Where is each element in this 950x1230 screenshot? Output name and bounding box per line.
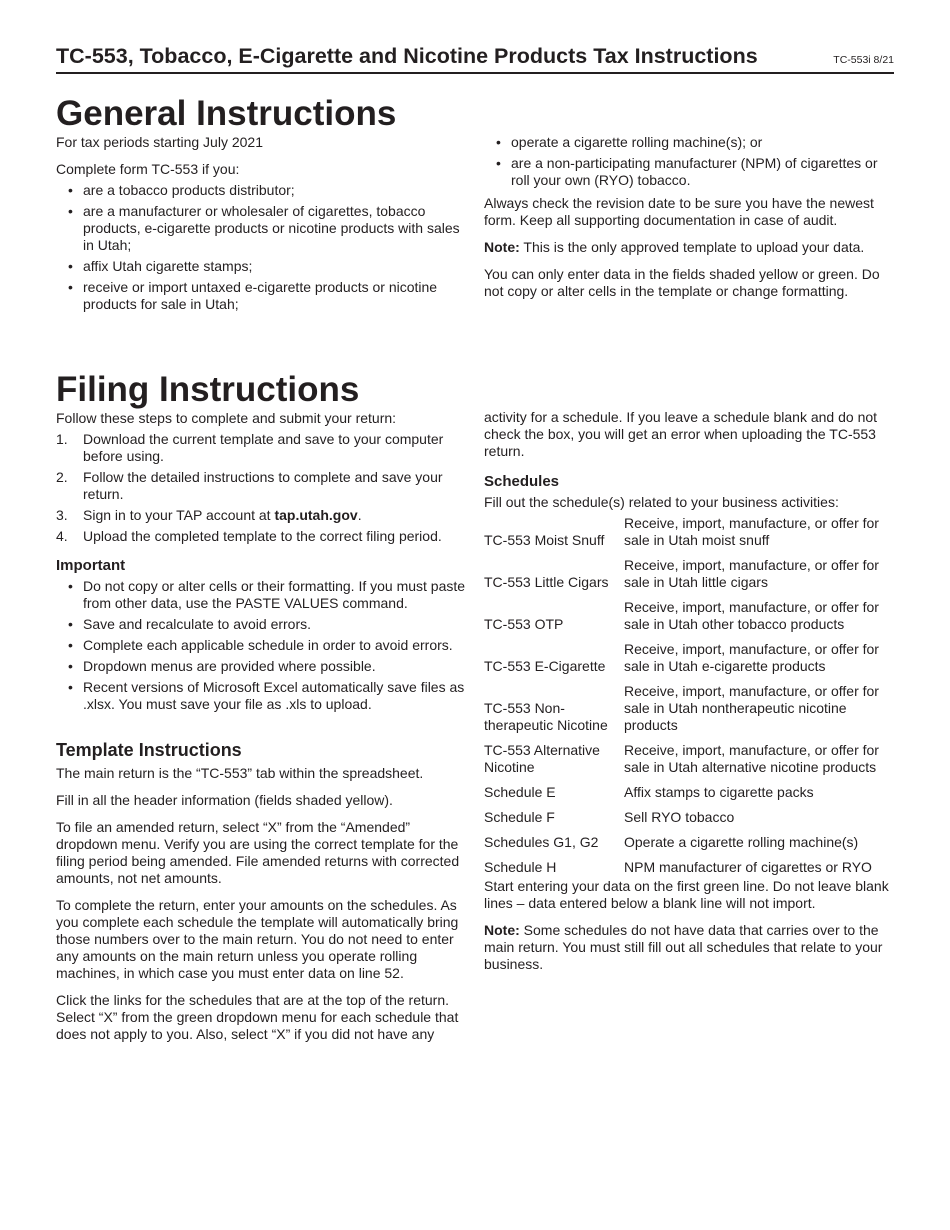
schedule-name: Schedule F <box>484 809 555 825</box>
table-row <box>484 557 894 599</box>
paragraph: The main return is the “TC-553” tab within the spreadsheet. <box>56 765 424 781</box>
bullet-icon: • <box>68 203 73 219</box>
schedule-name: TC-553 Non-therapeutic Nicotine <box>484 700 608 733</box>
list-item: • operate a cigarette rolling machine(s); or <box>496 134 763 150</box>
document-title: TC-553, Tobacco, E-Cigarette and Nicotine Products Tax Instructions <box>56 44 758 68</box>
schedule-name: TC-553 E-Cigarette <box>484 658 606 674</box>
schedule-name: TC-553 Little Cigars <box>484 574 609 590</box>
list-item: • Dropdown menus are provided where possible. <box>68 658 376 674</box>
filing-steps-list <box>56 431 466 545</box>
revision-note: Always check the revision date to be sure you have the newest form. Keep all supporting documentation in case of audit. <box>484 195 874 228</box>
bullet-icon: • <box>68 637 73 653</box>
schedule-name: TC-553 Alternative Nicotine <box>484 742 600 775</box>
schedule-name: TC-553 OTP <box>484 616 564 632</box>
schedule-description: NPM manufacturer of cigarettes or RYO <box>624 859 872 875</box>
table-row <box>484 641 894 683</box>
list-item: • affix Utah cigarette stamps; <box>68 258 253 274</box>
table-row <box>484 515 894 557</box>
paragraph: Fill in all the header information (fields shaded yellow). <box>56 792 393 808</box>
note-label: Note: <box>484 239 520 255</box>
paragraph: Click the links for the schedules that are at the top of the return. Select “X” from the green dropdown menu for each schedule that does not apply to you. Also, select “X” if you did not have any <box>56 992 459 1042</box>
page-header <box>56 42 894 74</box>
template-note: Note: This is the only approved template to upload your data. <box>484 239 865 255</box>
schedule-description: Receive, import, manufacture, or offer for sale in Utah nontherapeutic nicotine products <box>624 683 879 733</box>
fields-note: You can only enter data in the fields shaded yellow or green. Do not copy or alter cells in the template or change formatting. <box>484 266 880 299</box>
paragraph: To complete the return, enter your amounts on the schedules. As you complete each schedule the template will automatically bring those numbers over to the main return. You do not need to enter any amounts on the main return unless you operate rolling machines, in which case you must enter data on line 52. <box>56 897 459 981</box>
bullet-icon: • <box>68 258 73 274</box>
list-item: 1. Download the current template and save to your computer before using. <box>56 431 444 464</box>
template-continuation: activity for a schedule. If you leave a schedule blank and do not check the box, you will get an error when uploading the TC-553 return. <box>484 409 878 459</box>
bullet-icon: • <box>68 578 73 594</box>
bullet-icon: • <box>68 182 73 198</box>
schedule-description: Operate a cigarette rolling machine(s) <box>624 834 859 850</box>
tax-period-text: For tax periods starting July 2021 <box>56 134 263 150</box>
schedules-intro: Fill out the schedule(s) related to your business activities: <box>484 494 839 510</box>
general-right-column <box>484 134 894 310</box>
important-bullet-list <box>56 578 466 713</box>
schedules-note: Note: Some schedules do not have data that carries over to the main return. You must still fill out all schedules that relate to your business. <box>484 922 883 972</box>
bullet-icon: • <box>496 134 501 150</box>
important-heading: Important <box>56 557 126 574</box>
filing-instructions-heading: Filing Instructions <box>56 370 360 409</box>
list-item: • are a tobacco products distributor; <box>68 182 295 198</box>
list-item: 4. Upload the completed template to the correct filing period. <box>56 528 442 544</box>
schedules-heading: Schedules <box>484 473 560 490</box>
schedules-table <box>484 515 894 884</box>
filing-intro: Follow these steps to complete and submit your return: <box>56 410 397 426</box>
paragraph: To file an amended return, select “X” from the “Amended” dropdown menu. Verify you are using the correct template for the filing period being amended. File amended returns with corrected amounts, not net amounts. <box>56 819 460 886</box>
schedule-description: Affix stamps to cigarette packs <box>624 784 814 800</box>
general-bullet-list-cont <box>484 134 894 189</box>
table-row <box>484 784 894 809</box>
filing-right-column <box>484 409 894 983</box>
tap-link[interactable]: tap.utah.gov <box>274 507 358 523</box>
start-entering-note: Start entering your data on the first green line. Do not leave blank lines – data entered below a blank line will not import. <box>484 878 889 911</box>
schedule-description: Receive, import, manufacture, or offer for sale in Utah other tobacco products <box>624 599 879 632</box>
note-label: Note: <box>484 922 520 938</box>
list-item: • are a manufacturer or wholesaler of cigarettes, tobacco products, e-cigarette products or nicotine products with sales in Utah; <box>68 203 460 253</box>
schedule-name: TC-553 Moist Snuff <box>484 532 605 548</box>
schedule-name: Schedule E <box>484 784 556 800</box>
general-instructions-heading: General Instructions <box>56 94 397 133</box>
table-row <box>484 742 894 784</box>
complete-if-text: Complete form TC-553 if you: <box>56 161 240 177</box>
bullet-icon: • <box>68 616 73 632</box>
filing-left-column <box>56 410 466 719</box>
list-item: 2. Follow the detailed instructions to complete and save your return. <box>56 469 443 502</box>
bullet-icon: • <box>68 679 73 695</box>
table-row <box>484 683 894 742</box>
schedule-name: Schedule H <box>484 859 557 875</box>
list-item: • are a non-participating manufacturer (NPM) of cigarettes or roll your own (RYO) tobacco. <box>496 155 878 188</box>
list-item: • Save and recalculate to avoid errors. <box>68 616 312 632</box>
form-code: TC-553i 8/21 <box>833 54 894 66</box>
list-item: 3. Sign in to your TAP account at tap.utah.gov. <box>56 507 362 523</box>
schedule-description: Receive, import, manufacture, or offer for sale in Utah little cigars <box>624 557 879 590</box>
schedule-description: Receive, import, manufacture, or offer for sale in Utah alternative nicotine products <box>624 742 879 775</box>
list-item: • Do not copy or alter cells or their formatting. If you must paste from other data, use the PASTE VALUES command. <box>68 578 466 611</box>
list-item: • receive or import untaxed e-cigarette products or nicotine products for sale in Utah; <box>68 279 438 312</box>
table-row <box>484 834 894 859</box>
template-instructions-heading: Template Instructions <box>56 740 242 760</box>
template-instructions-section <box>56 742 466 1053</box>
schedule-description: Receive, import, manufacture, or offer for sale in Utah e-cigarette products <box>624 641 879 674</box>
bullet-icon: • <box>68 658 73 674</box>
bullet-icon: • <box>496 155 501 171</box>
list-item: • Complete each applicable schedule in order to avoid errors. <box>68 637 453 653</box>
general-bullet-list <box>56 182 466 313</box>
table-row <box>484 809 894 834</box>
bullet-icon: • <box>68 279 73 295</box>
general-left-column <box>56 134 466 319</box>
list-item: • Recent versions of Microsoft Excel automatically save files as .xlsx. You must save your file as .xls to upload. <box>68 679 465 712</box>
schedule-description: Sell RYO tobacco <box>624 809 735 825</box>
table-row <box>484 599 894 641</box>
schedule-name: Schedules G1, G2 <box>484 834 599 850</box>
schedule-description: Receive, import, manufacture, or offer for sale in Utah moist snuff <box>624 515 879 548</box>
